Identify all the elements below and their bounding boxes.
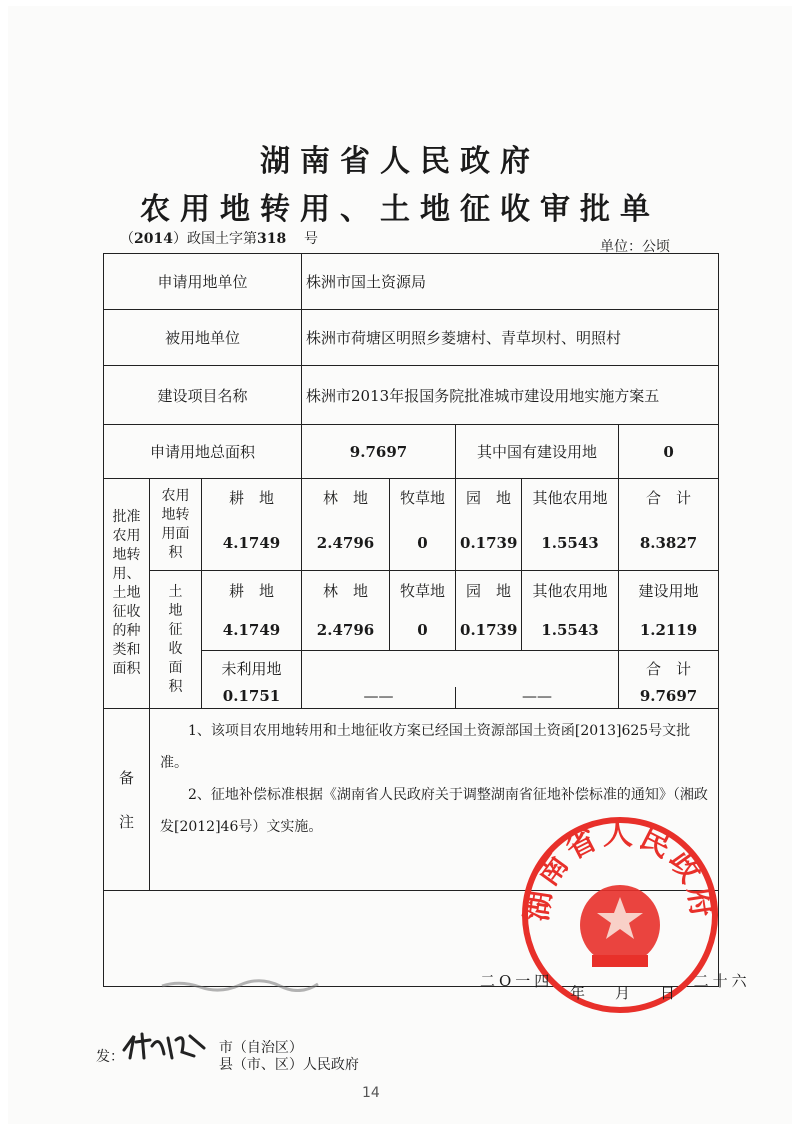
exp-h-2: 牧草地	[390, 571, 456, 611]
state-land-label: 其中国有建设用地	[456, 425, 619, 479]
date-year: 二O一四	[480, 972, 554, 990]
conv-v-1: 2.4796	[302, 517, 390, 571]
exp-h-4: 其他农用地	[522, 571, 619, 611]
doc-year: 2014	[134, 231, 173, 247]
conv-h-2: 牧草地	[390, 479, 456, 517]
state-land-value: 0	[619, 425, 719, 479]
exp-total-value: 9.7697	[619, 687, 719, 709]
scribble-mark-icon	[160, 978, 320, 992]
conv-v-5: 8.3827	[619, 517, 719, 571]
unit-label: 单位：公顷	[600, 239, 670, 255]
issue-label: 发：	[96, 1049, 124, 1065]
exp-h-0: 耕 地	[202, 571, 302, 611]
doc-number: （2014）政国土字第318 号	[120, 231, 319, 247]
conv-h-4: 其他农用地	[522, 479, 619, 517]
conversion-label: 农用地转用面积	[150, 479, 202, 571]
conv-v-3: 0.1739	[456, 517, 522, 571]
remarks-label: 备 注	[104, 709, 150, 891]
project-label: 建设项目名称	[104, 366, 302, 425]
applicant-label: 申请用地单位	[104, 254, 302, 310]
exp-h-3: 园 地	[456, 571, 522, 611]
conv-h-3: 园 地	[456, 479, 522, 517]
exp-total-header: 合 计	[619, 651, 719, 687]
conv-h-0: 耕 地	[202, 479, 302, 517]
expropriation-label: 土地征收面积	[150, 571, 202, 709]
issue-line1: 市（自治区）	[218, 1040, 303, 1056]
doc-no: 318	[256, 231, 287, 247]
exp-v-1: 2.4796	[302, 611, 390, 651]
exp-v-5: 1.2119	[619, 611, 719, 651]
total-area-label: 申请用地总面积	[104, 425, 302, 479]
remark-2: 2、征地补偿标准根据《湖南省人民政府关于调整湖南省征地补偿标准的通知》（湘政发[2012]46号）文实施。	[160, 787, 708, 835]
title-line2: 农用地转用、土地征收审批单	[140, 192, 660, 227]
conv-v-4: 1.5543	[522, 517, 619, 571]
exp-h-5: 建设用地	[619, 571, 719, 611]
unused-blank	[302, 651, 619, 687]
unused-value: 0.1751	[202, 687, 302, 709]
date-day: 二十六	[693, 972, 751, 990]
title-line1: 湖南省人民政府	[260, 144, 540, 179]
issue-line2: 县（市、区）人民政府	[218, 1057, 359, 1073]
applicant-value: 株洲市国土资源局	[302, 254, 719, 310]
total-area-value: 9.7697	[302, 425, 456, 479]
conv-h-5: 合 计	[619, 479, 719, 517]
exp-v-0: 4.1749	[202, 611, 302, 651]
unused-header: 未利用地	[202, 651, 302, 687]
page-number: 14	[362, 1085, 380, 1101]
remark-1: 1、该项目农用地转用和土地征收方案已经国土资源部国土资函[2013]625号文批准。	[160, 723, 691, 771]
conv-h-1: 林 地	[302, 479, 390, 517]
land-used-value: 株洲市荷塘区明照乡菱塘村、青草坝村、明照村	[302, 310, 719, 366]
conv-v-0: 4.1749	[202, 517, 302, 571]
approval-side-label: 批准农用地转用、土地征收的种类和面积	[104, 479, 150, 709]
project-value: 株洲市2013年报国务院批准城市建设用地实施方案五	[302, 366, 719, 425]
seal-text: 湖南省人民政府	[520, 817, 720, 924]
exp-v-3: 0.1739	[456, 611, 522, 651]
dash-1: ——	[302, 687, 456, 709]
conv-v-2: 0	[390, 517, 456, 571]
dash-2: ——	[456, 687, 619, 709]
exp-v-2: 0	[390, 611, 456, 651]
date-labels: 年月日	[570, 984, 706, 1002]
land-used-label: 被用地单位	[104, 310, 302, 366]
exp-v-4: 1.5543	[522, 611, 619, 651]
exp-h-1: 林 地	[302, 571, 390, 611]
issue-block	[96, 1040, 359, 1074]
